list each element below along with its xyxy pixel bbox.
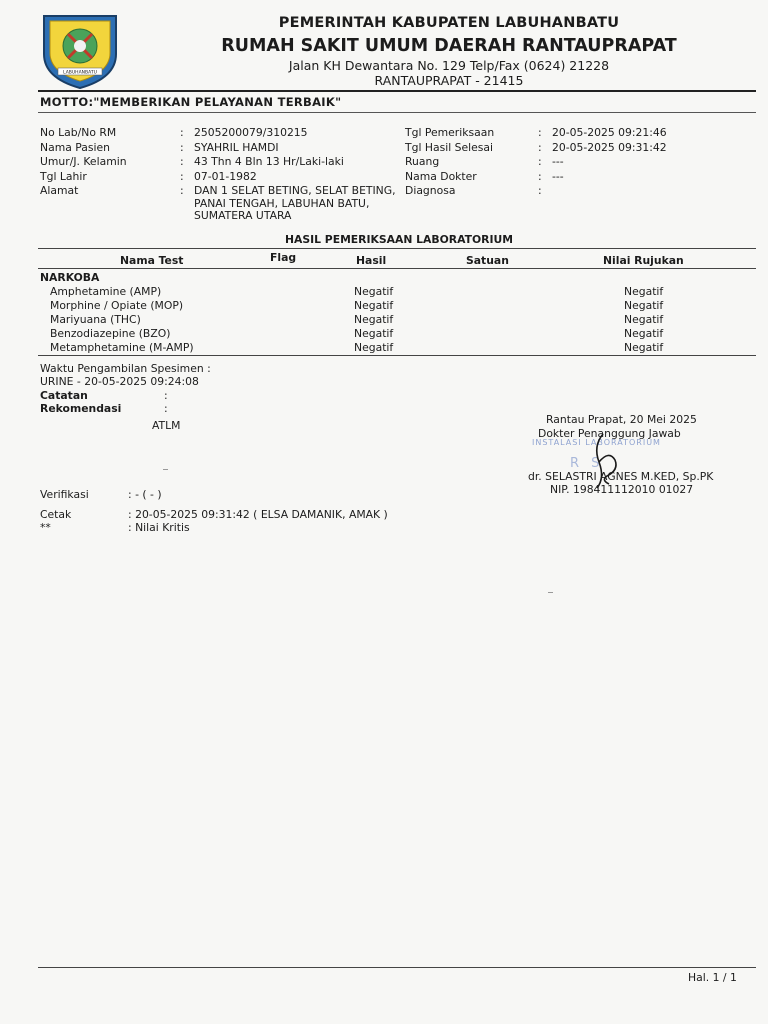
atlm-label: ATLM <box>152 419 181 432</box>
specimen-value: URINE - 20-05-2025 09:24:08 <box>40 375 199 388</box>
colon: : <box>538 169 542 183</box>
rekomendasi-label: Rekomendasi <box>40 402 122 415</box>
colon: : <box>180 140 184 154</box>
table-row-rujukan: Negatif <box>624 313 664 326</box>
table-row-hasil: Negatif <box>354 285 394 298</box>
table-row-hasil: Negatif <box>354 299 394 312</box>
svg-text:R S: R S <box>570 456 604 471</box>
header-city: RANTAUPRAPAT - 21415 <box>374 73 524 88</box>
label-umur: Umur/J. Kelamin <box>40 155 127 168</box>
group-narkoba: NARKOBA <box>40 271 100 284</box>
table-row-rujukan: Negatif <box>624 299 664 312</box>
value-tgl-pemeriksaan: 20-05-2025 09:21:46 <box>552 126 667 139</box>
label-no-lab: No Lab/No RM <box>40 126 117 139</box>
table-row-name: Amphetamine (AMP) <box>50 285 162 298</box>
label-tgl-hasil: Tgl Hasil Selesai <box>405 140 494 154</box>
table-row-name: Mariyuana (THC) <box>50 313 141 326</box>
cetak-value: : 20-05-2025 09:31:42 ( ELSA DAMANIK, AMAK ) <box>128 508 388 521</box>
value-tgl-lahir: 07-01-1982 <box>194 169 257 183</box>
value-nama-dokter: --- <box>552 169 564 183</box>
colon: : <box>180 169 184 183</box>
colon: : <box>538 140 542 154</box>
label-nama-dokter: Nama Dokter <box>405 169 477 183</box>
value-nama-pasien: SYAHRIL HAMDI <box>194 140 279 154</box>
table-row-rujukan: Negatif <box>624 285 664 298</box>
value-umur: 43 Thn 4 Bln 13 Hr/Laki-laki <box>194 155 344 168</box>
scan-speck <box>163 469 168 470</box>
colon: : <box>180 155 184 168</box>
value-ruang: --- <box>552 155 564 168</box>
colon: : <box>538 126 542 139</box>
signature-place-date: Rantau Prapat, 20 Mei 2025 <box>546 413 697 426</box>
value-alamat-1: DAN 1 SELAT BETING, SELAT BETING, <box>194 184 396 197</box>
table-row-name: Morphine / Opiate (MOP) <box>50 299 184 312</box>
nilai-kritis-marker: ** <box>40 521 51 534</box>
scan-speck <box>548 592 553 593</box>
results-title: HASIL PEMERIKSAAN LABORATORIUM <box>284 233 514 246</box>
colon: : <box>180 184 184 197</box>
col-header-name: Nama Test <box>120 254 184 267</box>
page-number: Hal. 1 / 1 <box>688 971 737 984</box>
table-top-rule <box>38 248 756 249</box>
motto-rule <box>38 112 756 113</box>
table-row-rujukan: Negatif <box>624 341 664 354</box>
label-tgl-lahir: Tgl Lahir <box>40 169 87 183</box>
specimen-label: Waktu Pengambilan Spesimen : <box>40 362 211 375</box>
rekomendasi-colon: : <box>164 402 168 415</box>
value-alamat-2: PANAI TENGAH, LABUHAN BATU, <box>194 196 370 210</box>
colon: : <box>538 155 542 168</box>
svg-text:INSTALASI LABORATORIUM: INSTALASI LABORATORIUM <box>532 438 661 447</box>
label-alamat: Alamat <box>40 184 79 197</box>
cetak-label: Cetak <box>40 508 72 521</box>
header-hospital-name: RUMAH SAKIT UMUM DAERAH RANTAUPRAPAT <box>221 36 677 56</box>
table-row-name: Metamphetamine (M-AMP) <box>50 341 194 354</box>
header-address: Jalan KH Dewantara No. 129 Telp/Fax (0624) 21228 <box>288 58 610 73</box>
col-header-flag: Flag <box>270 251 297 264</box>
colon: : <box>180 126 184 139</box>
table-row-rujukan: Negatif <box>624 327 664 340</box>
table-row-hasil: Negatif <box>354 313 394 326</box>
label-nama-pasien: Nama Pasien <box>40 140 111 154</box>
table-header-rule <box>38 268 756 269</box>
footer-rule <box>38 967 756 968</box>
label-diagnosa: Diagnosa <box>405 184 456 197</box>
value-alamat-3: SUMATERA UTARA <box>194 209 292 222</box>
signature-role: Dokter Penanggung Jawab <box>538 427 681 440</box>
signature-name: dr. SELASTRI AGNES M.KED, Sp.PK <box>528 470 714 483</box>
header-government: PEMERINTAH KABUPATEN LABUHANBATU <box>278 15 620 31</box>
verifikasi-value: : - ( - ) <box>128 488 162 501</box>
verifikasi-label: Verifikasi <box>40 488 89 501</box>
value-tgl-hasil: 20-05-2025 09:31:42 <box>552 140 667 154</box>
catatan-colon: : <box>164 389 168 402</box>
signature-nip: NIP. 198411112010 01027 <box>550 483 694 496</box>
table-row-hasil: Negatif <box>354 341 394 354</box>
motto: MOTTO:"MEMBERIKAN PELAYANAN TERBAIK" <box>40 95 342 109</box>
colon: : <box>538 184 542 197</box>
table-bottom-rule <box>38 355 756 356</box>
col-header-satuan: Satuan <box>466 254 509 267</box>
value-no-lab: 2505200079/310215 <box>194 126 308 139</box>
svg-text:LABUHANBATU: LABUHANBATU <box>63 70 97 76</box>
nilai-kritis-label: : Nilai Kritis <box>128 521 190 534</box>
col-header-rujukan: Nilai Rujukan <box>603 254 684 267</box>
col-header-hasil: Hasil <box>356 254 387 267</box>
catatan-label: Catatan <box>40 389 88 402</box>
label-ruang: Ruang <box>405 155 440 168</box>
table-row-hasil: Negatif <box>354 327 394 340</box>
table-row-name: Benzodiazepine (BZO) <box>50 327 171 340</box>
header-rule <box>38 90 756 92</box>
label-tgl-pemeriksaan: Tgl Pemeriksaan <box>405 126 495 139</box>
